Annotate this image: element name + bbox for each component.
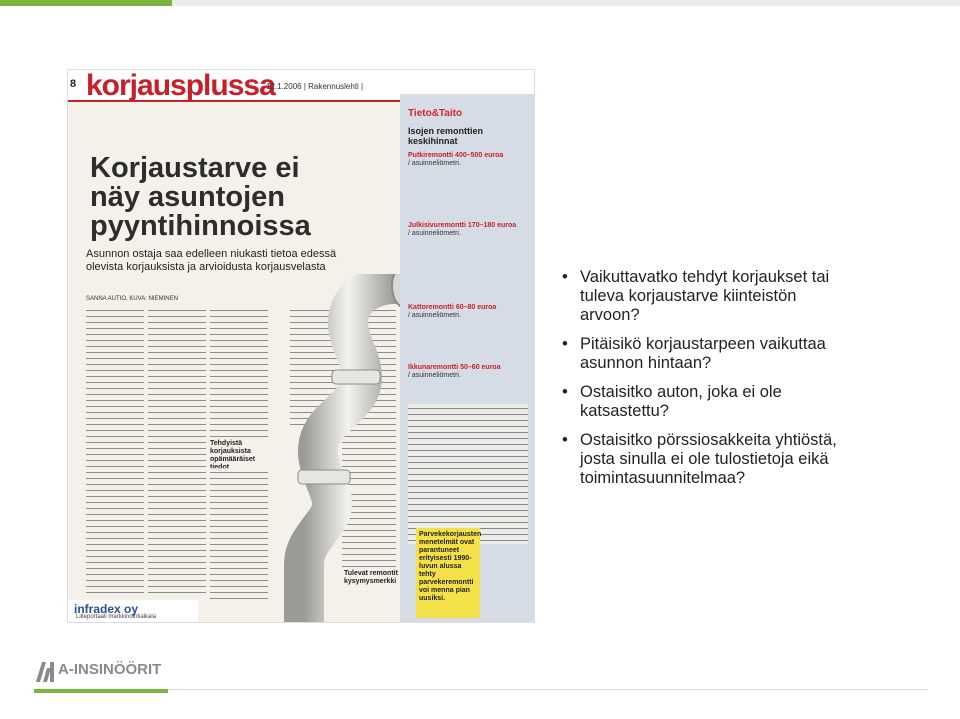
infobox-item-text: / asuinneliömetri. — [408, 230, 461, 237]
list-item — [562, 335, 852, 373]
infobox-item-text: / asuinneliömetri. — [408, 372, 461, 379]
list-item-text: Ostaisitko auton, joka ei ole katsastettu? — [580, 383, 782, 420]
clipping-headline: Korjaustarve ei näy asuntojen pyyntihinnoissa — [90, 152, 311, 242]
highlight-box: Parvekekorjausten menetelmät ovat parantuneet erityisesti 1990-luvun alussa tehty parvekeremontti voi menna pian uusiksi. — [416, 528, 480, 618]
bullet-glyph: • — [562, 335, 568, 353]
question-list — [562, 268, 852, 498]
top-accent-bar — [0, 0, 172, 6]
top-rule — [172, 0, 960, 6]
list-item-text: Ostaisitko pörssiosakkeita yhtiöstä, josta sinulla ei ole tulostietoja eikä toimintasuunnitelmaa? — [580, 431, 837, 487]
advertiser-tagline: Liiteportaali markkinointiaikala — [76, 614, 157, 620]
infobox-item — [408, 304, 532, 320]
clipping-footer — [68, 600, 198, 622]
list-item — [562, 431, 852, 488]
infobox-item-text: / asuinneliömetri. — [408, 312, 461, 319]
clipping-section-title: korjausplussa — [86, 70, 275, 102]
a-insinoorit-mark-icon — [36, 660, 56, 682]
article-column — [86, 306, 144, 596]
infobox-item-label: Julkisivuremontti 170–180 euroa — [408, 222, 517, 229]
list-item — [562, 383, 852, 421]
advertiser-name: infradex oy — [74, 602, 139, 616]
infobox-item — [408, 152, 532, 168]
list-item — [562, 268, 852, 325]
clipping-lead: Asunnon ostaja saa edelleen niukasti tietoa edessä olevista korjauksista ja arvioidusta korjausvelasta — [86, 248, 337, 273]
infobox-item-label: Ikkunaremontti 50–60 euroa — [408, 364, 501, 371]
infobox-item — [408, 364, 532, 380]
article-column — [148, 306, 206, 596]
infobox-heading: Isojen remonttien keskihinnat — [408, 126, 484, 146]
company-logo — [36, 660, 176, 684]
bullet-glyph: • — [562, 383, 568, 401]
infobox-item-label: Putkiremontti 400–500 euroa — [408, 152, 504, 159]
footer-rule — [168, 689, 928, 690]
list-item-text: Vaikuttavatko tehdyt korjaukset tai tuleva korjaustarve kiinteistön arvoon? — [580, 268, 830, 324]
newspaper-clipping — [68, 70, 534, 622]
clipping-byline: SANNA AUTIO, KUVA: NIEMINEN — [86, 296, 178, 302]
clipping-date: 12.1.2006 | Rakennuslehti | — [266, 82, 364, 91]
infobox-item — [408, 222, 532, 238]
infobox-text — [408, 404, 528, 544]
article-subheading: Tulevat remontit kysymysmerkki — [344, 570, 398, 585]
bullet-glyph: • — [562, 431, 568, 449]
article-subheading: Tehdyistä korjauksista opämääräiset — [210, 440, 256, 463]
infobox-title: Tieto&Taito — [408, 108, 463, 119]
infobox-item-label: Kattoremontti 60–80 euroa — [408, 304, 497, 311]
bullet-glyph: • — [562, 268, 568, 286]
list-item-text: Pitäisikö korjaustarpeen vaikuttaa asunnon hintaan? — [580, 335, 826, 372]
logo-text: A-INSINÖÖRIT — [58, 661, 162, 678]
infobox-item-text: / asuinneliömetri. — [408, 160, 461, 167]
clipping-page-number: 8 — [70, 78, 77, 90]
footer-accent-line — [34, 689, 168, 693]
